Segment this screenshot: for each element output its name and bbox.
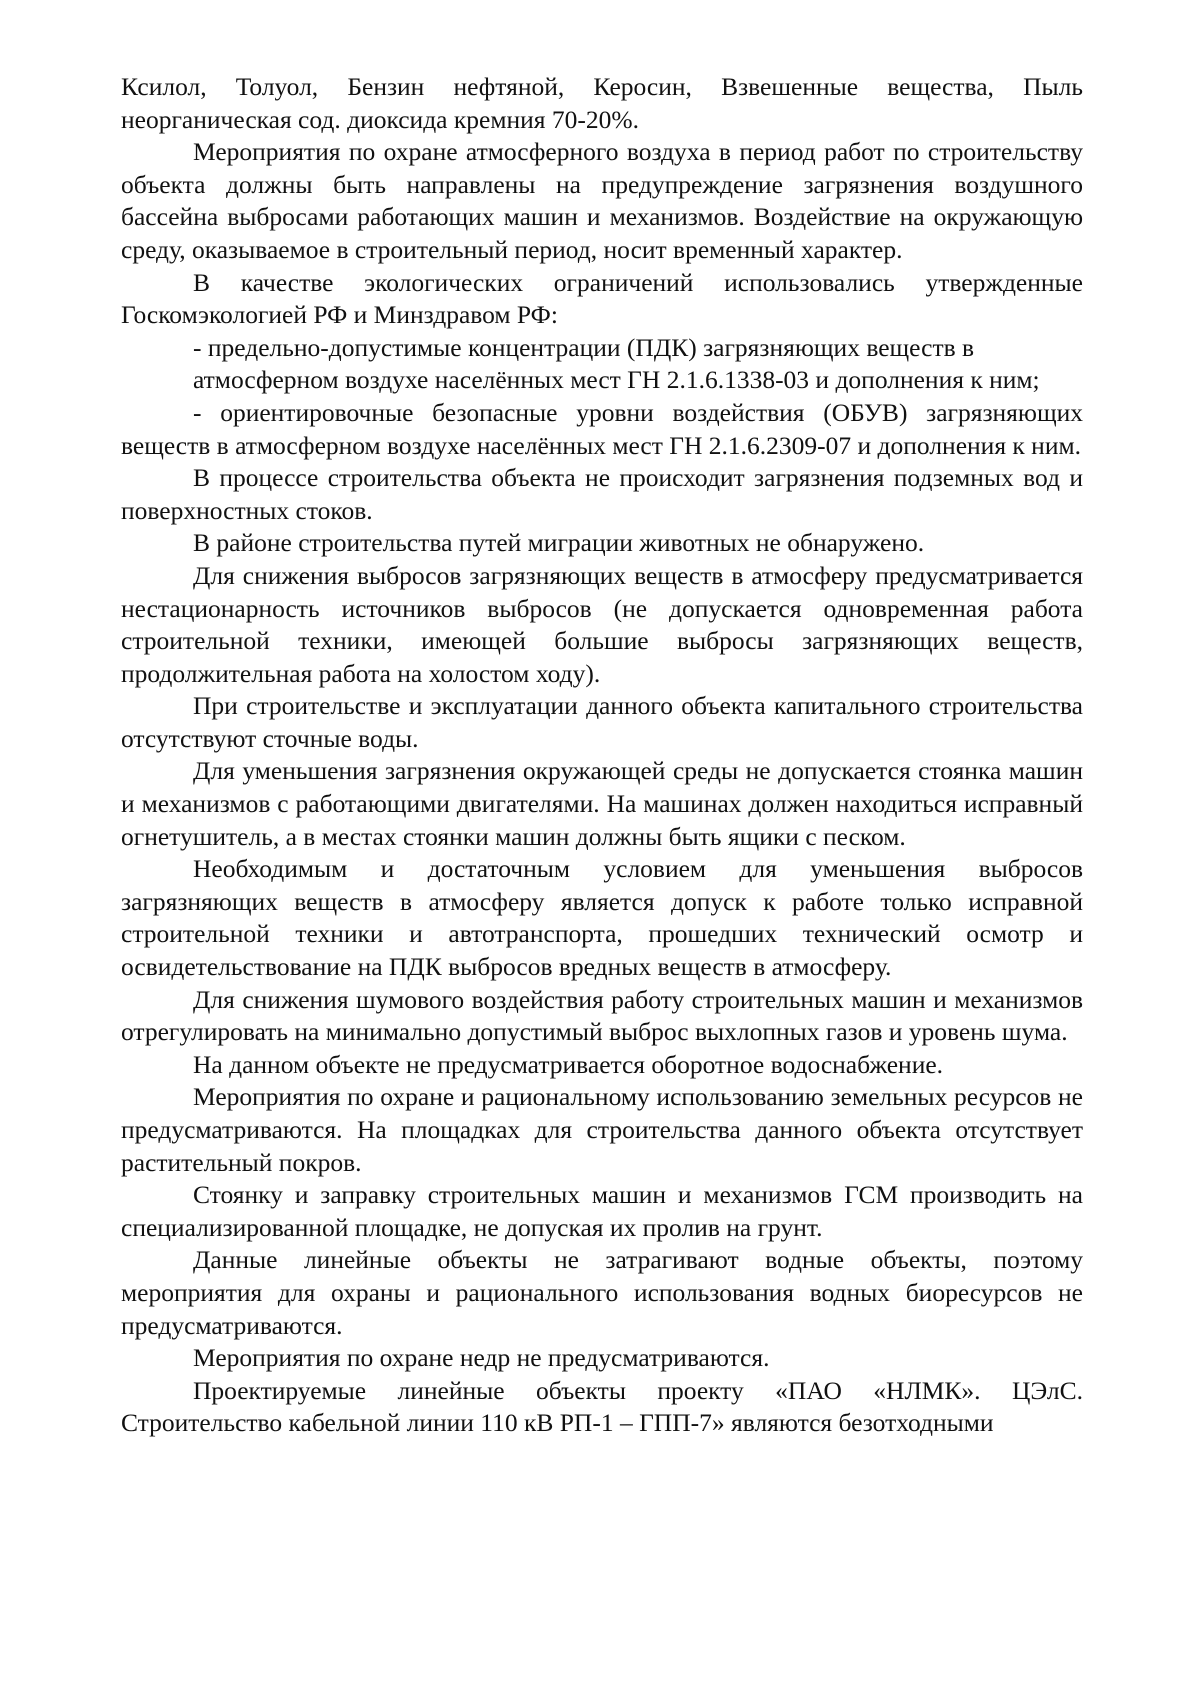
paragraph-noise-reduction: Для снижения шумового воздействия работу строительных машин и механизмов отрегулировать на минимально допустимый выброс выхлопных газов и уровень шума. <box>121 984 1083 1047</box>
paragraph-animal-migration: В районе строительства путей миграции животных не обнаружено. <box>193 528 925 558</box>
paragraph-refueling: Стоянку и заправку строительных машин и механизмов ГСМ производить на специализированной площадке, не допуская их пролив на грунт. <box>121 1180 1083 1242</box>
paragraph-machine-parking: Для уменьшения загрязнения окружающей среды не допускается стоянка машин и механизмов с работающими двигателями. На машинах должен находиться исправный огнетушитель, а в местах стоянки машин должны быть ящики с песком. <box>121 756 1083 851</box>
paragraph-groundwater: В процессе строительства объекта не происходит загрязнения подземных вод и поверхностных стоков. <box>121 463 1083 525</box>
paragraph-environmental-limits: В качестве экологических ограничений использовались утвержденные Госкомэкологией РФ и Минздравом РФ: <box>121 267 1083 330</box>
list-item-obuv: - ориентировочные безопасные уровни воздействия (ОБУВ) загрязняющих веществ в атмосферном воздухе населённых мест ГН 2.1.6.2309-07 и дополнения к ним. <box>121 397 1083 460</box>
paragraph-wastewater: При строительстве и эксплуатации данного объекта капитального строительства отсутствуют сточные воды. <box>121 691 1083 753</box>
paragraph-air-protection-measures: Мероприятия по охране атмосферного воздуха в период работ по строительству объекта должны быть направлены на предупреждение загрязнения воздушного бассейна выбросами работающих машин и механизмов. Воздействие на окружающую среду, оказываемое в строительный период, носит временный характер. <box>121 137 1083 264</box>
paragraph-subsoil: Мероприятия по охране недр не предусматриваются. <box>193 1343 770 1373</box>
paragraph-water-bodies: Данные линейные объекты не затрагивают водные объекты, поэтому мероприятия для охраны и рационального использования водных биоресурсов не предусматриваются. <box>121 1245 1083 1340</box>
paragraph-waste-free: Проектируемые линейные объекты проекту «ПАО «НЛМК». ЦЭлС. Строительство кабельной линии 110 кВ РП-1 – ГПП-7» являются безотходными <box>121 1375 1083 1438</box>
paragraph-equipment-admission: Необходимым и достаточным условием для уменьшения выбросов загрязняющих веществ в атмосферу является допуск к работе только исправной строительной техники и автотранспорта, прошедших технический осмотр и освидетельствование на ПДК выбросов вредных веществ в атмосферу. <box>121 854 1083 982</box>
paragraph-pollutants-list: Ксилол, Толуол, Бензин нефтяной, Керосин, Взвешенные вещества, Пыль неорганическая сод. диоксида кремния 70-20%. <box>121 72 1083 134</box>
paragraph-emission-reduction: Для снижения выбросов загрязняющих веществ в атмосферу предусматривается нестационарность источников выбросов (не допускается одновременная работа строительной техники, имеющей большие выбросы загрязняющих веществ, продолжительная работа на холостом ходу). <box>121 560 1083 688</box>
document-page <box>121 71 1083 1440</box>
list-item-pdk: - предельно-допустимые концентрации (ПДК) загрязняющих веществ в атмосферном воздухе населённых мест ГН 2.1.6.1338-03 и дополнения к ним; <box>193 332 1040 395</box>
paragraph-land-resources: Мероприятия по охране и рациональному использованию земельных ресурсов не предусматриваются. На площадках для строительства данного объекта отсутствует растительный покров. <box>121 1082 1083 1177</box>
paragraph-water-supply: На данном объекте не предусматривается оборотное водоснабжение. <box>193 1049 944 1079</box>
